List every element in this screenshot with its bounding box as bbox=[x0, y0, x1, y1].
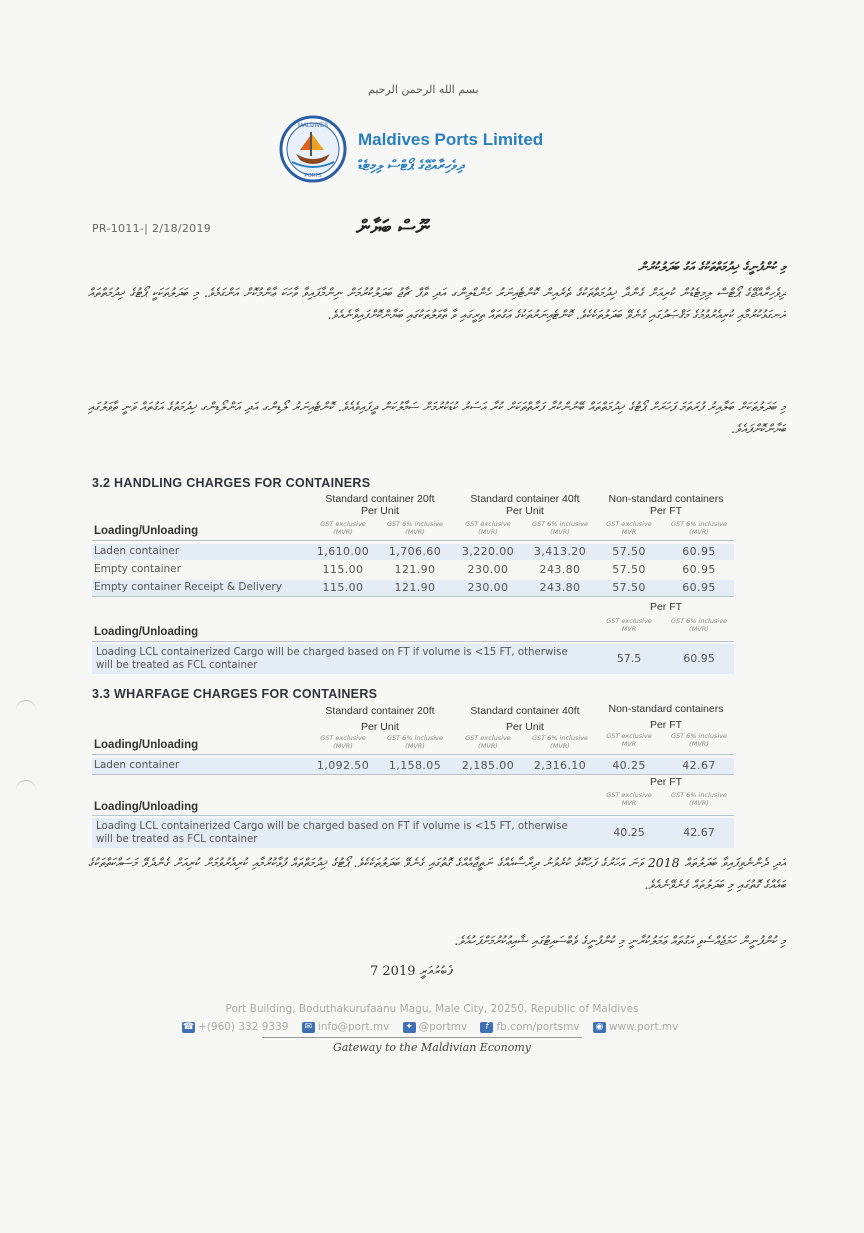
table-row: Empty container 115.00 121.90 230.00 243.80 57.50 60.95 bbox=[94, 563, 716, 576]
row-header: Loading/Unloading bbox=[94, 739, 199, 751]
org-name-dhivehi: ދިވެހިރާއްޖޭގެ ޕޯޓްސް ލިމިޓެޑް bbox=[358, 158, 465, 174]
column-header: GST exclusive MVR bbox=[606, 617, 652, 633]
twitter-icon: ✦ bbox=[403, 1022, 416, 1033]
table-divider bbox=[92, 540, 734, 541]
lcl-row: Loading LCL containerized Cargo will be charged based on FT if volume is <15 FT, otherwise will be treated as FCL container 57.5 60.95 bbox=[92, 644, 734, 674]
release-date: 7 ފެބުރުއަރީ 2019 bbox=[370, 964, 454, 979]
press-release-title: ނޫސް ބަޔާން bbox=[356, 215, 430, 239]
reference-number: PR-1011-| 2/18/2019 bbox=[92, 222, 212, 235]
column-header: GST exclusive (MVR) bbox=[320, 520, 366, 536]
margin-mark bbox=[16, 700, 36, 713]
mpl-logo bbox=[278, 114, 348, 184]
body-paragraph: މި ބަދަލުތަކަށް ބަލާއިރު ފުރަތަމަ ފަހަރަށް ޕޯޓުގެ ޚިދުމަތްތައް ބޭނުންކުރާ ފަރާތްތަކަށް ކުރާ އަސަރު ކުޑަކުރުމަށް ސަމާލުކަން ދީފައިވެއެވެ. ކޮންޓެއިނަރު ލޯޑިންގ އަދި އަންލޯޑިންގ ޚިދުމަތުގެ އަގުތައް ވަނީ ތާވަލުގައި ބަޔާންކޮށްފައެވެ. bbox=[88, 399, 786, 436]
column-header: GST 6% inclusive (MVR) bbox=[670, 732, 728, 748]
column-header: GST 6% inclusive (MVR) bbox=[386, 520, 444, 536]
table-row: Laden container 1,092.50 1,158.05 2,185.00 2,316.10 40.25 42.67 bbox=[92, 758, 734, 774]
logo-text-top: MALDIVES bbox=[297, 123, 329, 129]
email-contact[interactable]: ✉ info@port.mv bbox=[302, 1021, 390, 1033]
facebook-icon: f bbox=[480, 1022, 493, 1033]
row-header: Loading/Unloading bbox=[94, 525, 199, 537]
column-header: GST 6% inclusive (MVR) bbox=[386, 734, 444, 750]
body-paragraph: މި ކުންފުނީން ހަމަޖެއްސެވި އަގުތައް ޢަމަލުކުރާނީ މި ކުންފުނީގެ ވެބްސައިޓުގައި ޝާއިޢުކުރުމަށްފަހުއެވެ. bbox=[454, 933, 786, 948]
margin-mark bbox=[16, 780, 36, 793]
column-group-20ft: Standard container 20ft Per Unit bbox=[325, 493, 435, 517]
column-header: GST 6% inclusive (MVR) bbox=[531, 520, 589, 536]
footer-divider bbox=[262, 1037, 582, 1038]
body-heading: މި ކުންފުނީގެ ޚިދުމަތްތަކުގެ އަގު ބަދަލުކުރުން bbox=[637, 259, 786, 274]
table-divider bbox=[92, 596, 734, 597]
column-group-nonstandard: Non-standard containers Per FT bbox=[608, 493, 724, 517]
bismillah: بسم الله الرحمن الرحيم bbox=[368, 83, 479, 96]
column-group-40ft: Standard container 40ft Per Unit bbox=[470, 705, 580, 733]
section-title-wharfage: 3.3 WHARFAGE CHARGES FOR CONTAINERS bbox=[92, 687, 378, 701]
column-header: GST exclusive (MVR) bbox=[465, 734, 511, 750]
table-divider bbox=[92, 774, 734, 775]
logo-text-bottom: PORTS bbox=[304, 173, 322, 179]
column-header: GST 6% inclusive (MVR) bbox=[670, 520, 728, 536]
column-header: GST exclusive (MVR) bbox=[320, 734, 366, 750]
globe-icon: ◉ bbox=[593, 1022, 606, 1033]
phone-contact[interactable]: ☎ +(960) 332 9339 bbox=[182, 1021, 289, 1033]
table-row: Laden container 1,610.00 1,706.60 3,220.00 3,413.20 57.50 60.95 bbox=[92, 544, 734, 560]
column-group-40ft: Standard container 40ft Per Unit bbox=[470, 493, 580, 517]
column-header: GST exclusive MVR bbox=[606, 520, 652, 536]
column-header: GST exclusive (MVR) bbox=[465, 520, 511, 536]
section-title-handling: 3.2 HANDLING CHARGES FOR CONTAINERS bbox=[92, 476, 371, 490]
table-divider bbox=[92, 815, 734, 816]
column-group-nonstandard: Non-standard containers Per FT bbox=[608, 703, 724, 731]
phone-icon: ☎ bbox=[182, 1021, 195, 1032]
column-header: GST 6% inclusive (MVR) bbox=[670, 791, 728, 807]
row-header: Loading/Unloading bbox=[94, 626, 199, 638]
org-name-english: Maldives Ports Limited bbox=[358, 130, 544, 149]
column-header: GST exclusive MVR bbox=[606, 791, 652, 807]
footer-tagline: Gateway to the Maldivian Economy bbox=[333, 1041, 531, 1054]
table-row: Empty container Receipt & Delivery 115.00 121.90 230.00 243.80 57.50 60.95 bbox=[92, 580, 734, 596]
column-header: GST exclusive MVR bbox=[606, 732, 652, 748]
twitter-contact[interactable]: ✦ @portmv bbox=[403, 1021, 467, 1033]
body-paragraph: ދިވެހިރާއްޖޭގެ ޕޯޓްސް ލިމިޓެޑުން ކުރިއަށް ގެންދާ ޚިދުމަތްތަކުގެ ތެރެއިން ކޮންޓެއިނަރު ހެންޑްލިންގ އަދި ވާފް ޗާޖު ބަދަލުކުރުމަށް ނިންމާފައިވާ ވާހަކަ ޢާންމުކޮށް އަންގަމެވެ. މި ބަދަލުތަކަކީ ޕޯޓުގެ ޚިދުމަތްތައް ރަނގަޅުކުރުމާއި ކުރިއެރުވުމުގެ މަޤްޞަދުގައި ގެނެވޭ ބަދަލުތަކެކެވެ. ކޮންޓެއިނަރުތަކުގެ އަގުތައް ތިރީގައި ވާ ތާވަލުތަކުގައި ބަޔާންކޮށްފައިވާނެއެވެ. bbox=[88, 285, 786, 322]
column-group-20ft: Standard container 20ft Per Unit bbox=[325, 705, 435, 733]
facebook-contact[interactable]: f fb.com/portsmv bbox=[480, 1021, 579, 1033]
website-contact[interactable]: ◉ www.port.mv bbox=[593, 1021, 678, 1033]
lcl-column-group: Per FT bbox=[649, 776, 683, 788]
table-divider bbox=[92, 641, 734, 642]
email-icon: ✉ bbox=[302, 1022, 315, 1033]
footer-address: Port Building, Boduthakurufaanu Magu, Male City, 20250, Republic of Maldives bbox=[225, 1003, 639, 1015]
lcl-row: Loading LCL containerized Cargo will be charged based on FT if volume is <15 FT, otherwise will be treated as FCL container 40.25 42.67 bbox=[92, 818, 734, 848]
body-paragraph: އަދި ދެންނެވިފައިވާ ބަދަލުތައް 2018 ވަނަ އަހަރުގެ ފަހުކޮޅު ކުރެވުނު ދިރާސާއެއްގެ ނަތީޖާއެއްގެ ގޮތުގައި ގެނެވޭ ބަދަލުތަކެކެވެ. ޕޯޓުގެ ޚިދުމަތްތައް ފުޅާކުރުމާއި ކުރިއެރުވުމަށް ކުރިއަށް ގެންދެވޭ މަސައްކަތްތަކުގެ ބައެއްގެ ގޮތުގައި މި ބަދަލުތައް ގެނެވޭނެއެވެ. bbox=[88, 855, 786, 892]
column-header: GST 6% inclusive (MVR) bbox=[670, 617, 728, 633]
footer-contacts bbox=[182, 1021, 702, 1033]
column-header: GST 6% inclusive (MVR) bbox=[531, 734, 589, 750]
table-divider bbox=[92, 754, 734, 755]
row-header: Loading/Unloading bbox=[94, 801, 199, 813]
lcl-column-group: Per FT bbox=[649, 601, 683, 613]
